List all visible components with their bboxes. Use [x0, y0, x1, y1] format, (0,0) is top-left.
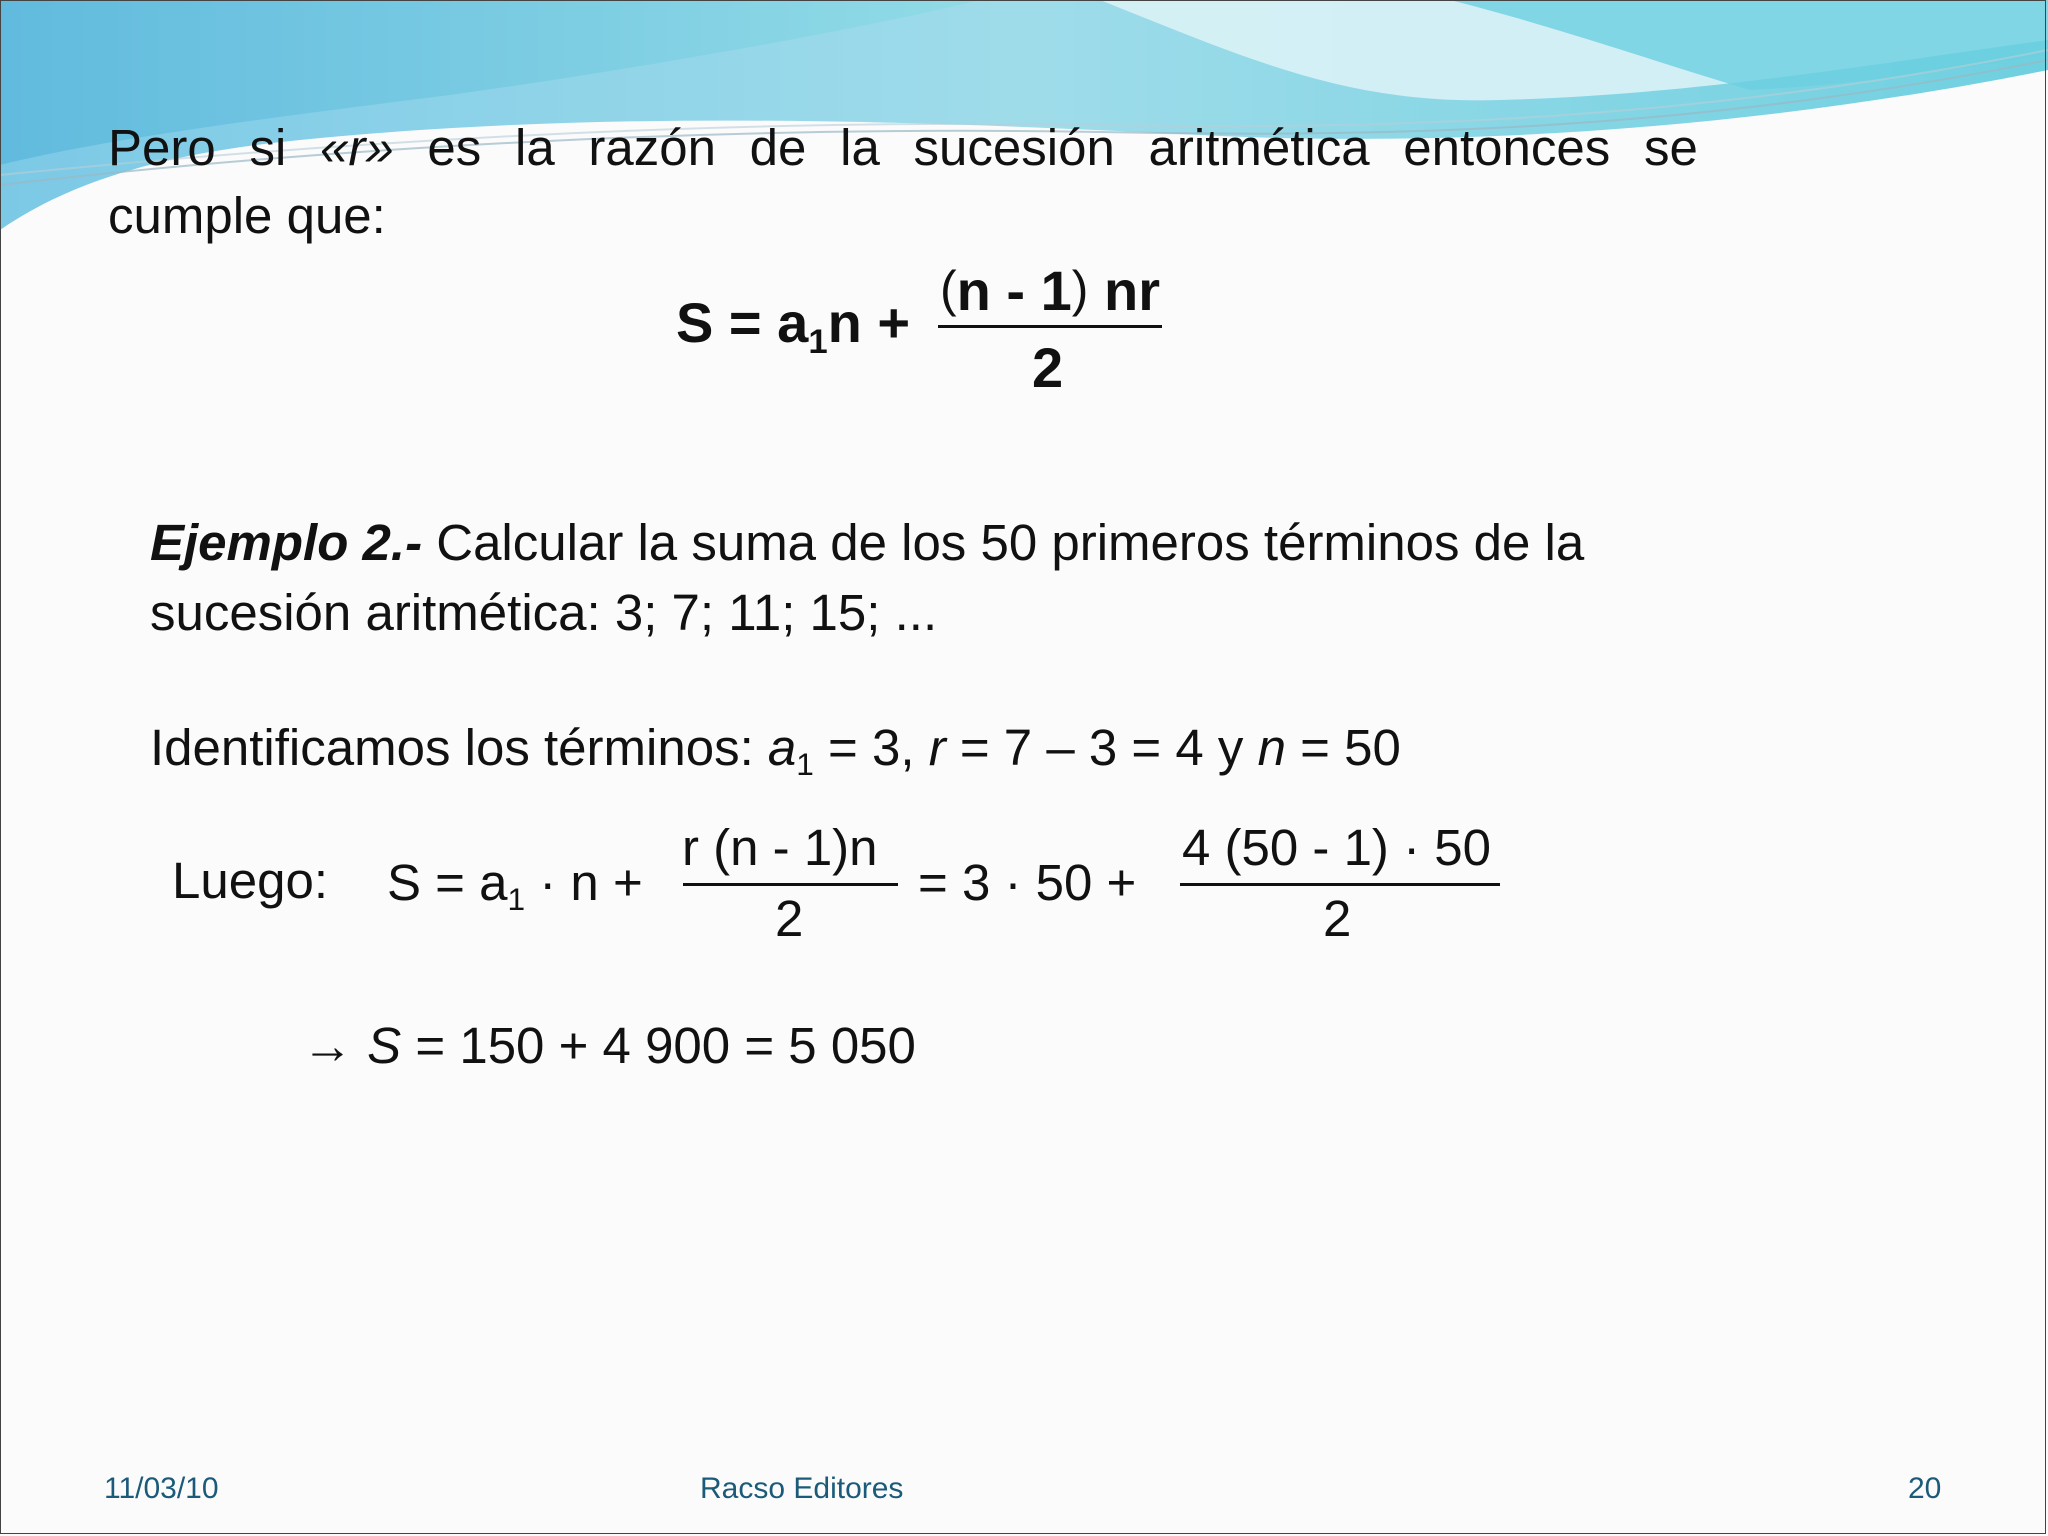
formula2-denominator-2: 2 — [1323, 890, 1352, 947]
identify-line: Identificamos los términos: a1 = 3, r = 7 – 3 = 4 y n = 50 — [150, 719, 1401, 783]
formula2-denominator-1: 2 — [775, 890, 804, 947]
example-line-1 — [150, 514, 1585, 571]
formula2-fraction-bar-1 — [683, 883, 898, 886]
footer-page-number: 20 — [1908, 1472, 1942, 1505]
footer-date: 11/03/10 — [104, 1472, 219, 1505]
intro-word: entonces — [1403, 119, 1611, 176]
luego-label: Luego: — [172, 852, 328, 909]
formula2-numerator-1: r (n - 1)n — [682, 819, 878, 876]
formula2-numerator-2: 4 (50 - 1) · 50 — [1182, 819, 1491, 876]
formula2-fraction-bar-2 — [1180, 883, 1500, 886]
intro-word-r: «r» — [319, 119, 394, 176]
intro-word: aritmética — [1148, 119, 1370, 176]
intro-word: es — [427, 119, 482, 176]
intro-word: de — [749, 119, 807, 176]
intro-word: Pero — [108, 119, 216, 176]
intro-word: se — [1643, 119, 1698, 176]
formula1-denominator: 2 — [1032, 336, 1064, 399]
intro-word: si — [249, 119, 287, 176]
formula1-fraction-bar — [938, 325, 1162, 328]
example-label: Ejemplo 2.- — [150, 514, 423, 571]
intro-word: la — [514, 119, 555, 176]
formula1-subscript: 1 — [808, 323, 828, 362]
formula2-middle: = 3 · 50 + — [918, 854, 1137, 911]
intro-word: sucesión — [913, 119, 1115, 176]
example-line-2: sucesión aritmética: 3; 7; 11; 15; ... — [150, 584, 938, 641]
intro-word: la — [840, 119, 880, 176]
arrow-icon: → — [302, 1017, 368, 1074]
example-text: Calcular la suma de los 50 primeros términos de la — [422, 514, 1585, 571]
intro-line-1 — [108, 119, 1698, 176]
footer-publisher: Racso Editores — [700, 1472, 904, 1505]
intro-line-2: cumple que: — [108, 187, 386, 244]
result-line: → S = 150 + 4 900 = 5 050 — [302, 1017, 916, 1074]
formula1-left: S = a1n + — [676, 291, 911, 362]
formula1-numerator: (n - 1) nr — [940, 259, 1160, 322]
intro-word: razón — [588, 119, 716, 176]
formula2-left: S = a1 · n + — [387, 854, 643, 918]
